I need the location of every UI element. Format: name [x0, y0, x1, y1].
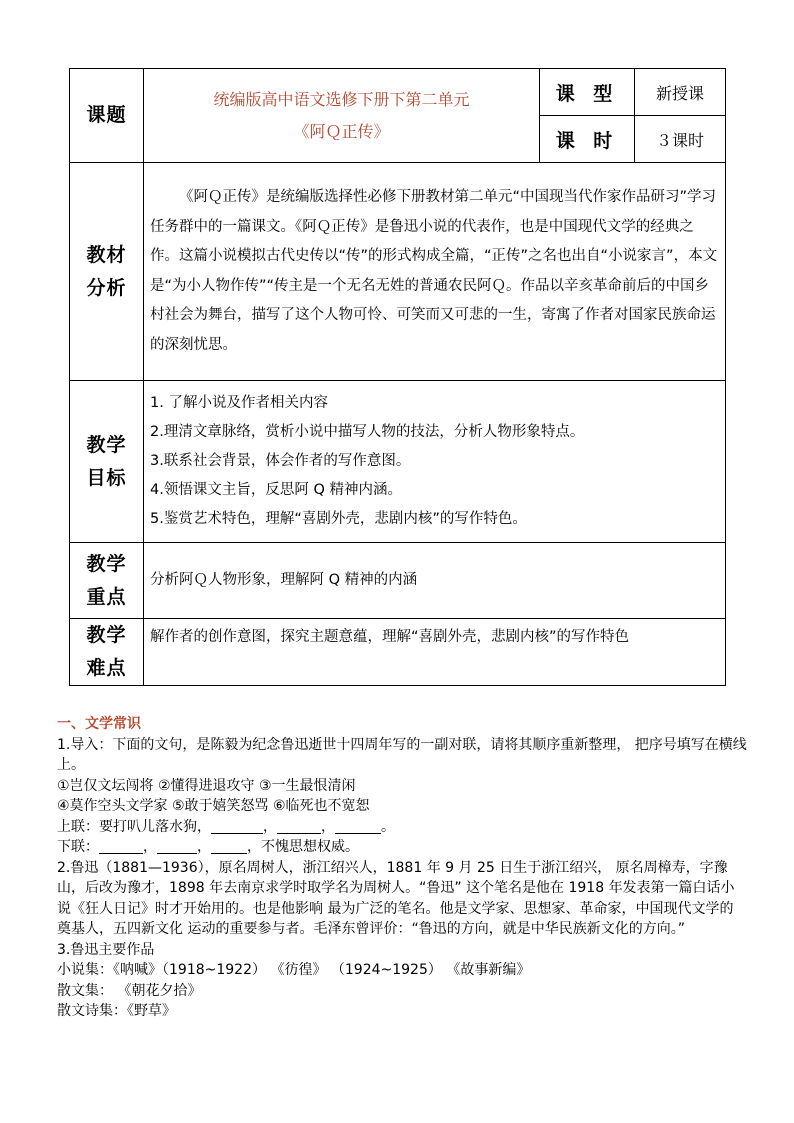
item1-options-a: ①岂仅文坛闯将 ②懂得进退攻守 ③一生最恨清闲	[57, 777, 356, 794]
lesson-hours-value: ３课时	[635, 116, 726, 163]
difficulty-text: 解作者的创作意图，探究主题意蕴，理解“喜剧外壳，悲剧内核”的写作特色	[144, 619, 726, 686]
goals-row	[70, 381, 726, 543]
analysis-label: 教材 分析	[70, 163, 144, 381]
key-points-text: 分析阿Ｑ人物形象，理解阿 Q 精神的内涵	[144, 543, 726, 619]
item1-options-b: ④莫作空头文学家 ⑤敢于嬉笑怒骂 ⑥临死也不宽恕	[57, 798, 370, 814]
goal-item: 4.领悟课文主旨，反思阿 Q 精神内涵。	[150, 482, 402, 498]
works-prose-poems: 散文诗集：《野草》	[57, 1003, 176, 1019]
topic-title	[144, 69, 540, 163]
difficulty-row	[70, 619, 726, 686]
item2-lu-xun-bio: 2.鲁迅（1881—1936），原名周树人，浙江绍兴人，1881 年 9 月 25 日生于浙江绍兴， 原名周樟寿，字豫山，后改为豫才，1898 年去南京求学时取学名为周树人。“鲁迅” 这个笔名是他在 1918 年发表第一篇白话小说《狂人日记》时才开始用的。也是他影响 最为广泛的笔名。他是文学家、思想家、革命家，中国现代文学的奠基人，五四新文化 运动的重要参与者。毛泽东曾评价：“鲁迅的方向，就是中华民族新文化的方向。”	[57, 859, 735, 937]
answer-blank[interactable]	[157, 838, 197, 854]
topic-label: 课题	[70, 69, 144, 163]
goal-item: 1. 了解小说及作者相关内容	[150, 395, 328, 411]
goal-item: 2.理清文章脉络，赏析小说中描写人物的技法，分析人物形象特点。	[150, 424, 585, 440]
goals-label: 教学 目标	[70, 381, 144, 543]
answer-blank[interactable]	[277, 818, 321, 834]
key-points-row	[70, 543, 726, 619]
goal-item: 5.鉴赏艺术特色，理解“喜剧外壳，悲剧内核”的写作特色。	[150, 511, 527, 527]
item1-intro: 1.导入：下面的文句，是陈毅为纪念鲁迅逝世十四周年写的一副对联，请将其顺序重新整理， 把序号填写在横线上。	[57, 736, 747, 773]
analysis-row	[70, 163, 726, 381]
analysis-cell	[144, 163, 726, 381]
topic-row-1	[70, 69, 726, 116]
answer-blank[interactable]	[211, 838, 247, 854]
analysis-text: 《阿Ｑ正传》是统编版选择性必修下册教材第二单元“中国现当代作家作品研习”学习任务群中的一篇课文。《阿Ｑ正传》是鲁迅小说的代表作，也是中国现代文学的经典之作。这篇小说模拟古代史传以“传”的形式构成全篇，“正传”之名也出自“小说家言”，本文是“为小人物作传”“传主是一个无名无姓的普通农民阿Ｑ。作品以辛亥革命前后的中国乡村社会为舞台，描写了这个人物可怜、可笑而又可悲的一生，寄寓了作者对国家民族命运的深刻忧思。	[150, 189, 718, 353]
lesson-type-value: 新授课	[635, 69, 726, 116]
item3-title: 3.鲁迅主要作品	[57, 941, 155, 958]
lesson-plan-table	[69, 68, 726, 686]
topic-title-line1: 统编版高中语文选修下册下第二单元	[213, 89, 470, 109]
couplet-upper: 上联：要打叭儿落水狗， ， ， 。	[57, 818, 395, 835]
works-novels: 小说集：《呐喊》（1918~1922） 《彷徨》 （1924~1925） 《故事新编》	[57, 962, 531, 978]
lesson-type-label: 课 型	[540, 69, 635, 116]
lesson-hours-label: 课 时	[540, 116, 635, 163]
couplet-lower: 下联： ， ， ，不愧思想权威。	[57, 839, 359, 855]
section-title: 一、文学常识	[57, 716, 141, 732]
answer-blank[interactable]	[335, 818, 381, 834]
goal-item: 3.联系社会背景，体会作者的写作意图。	[150, 453, 411, 469]
answer-blank[interactable]	[99, 838, 143, 854]
works-essays: 散文集： 《朝花夕拾》	[57, 982, 202, 999]
answer-blank[interactable]	[211, 818, 263, 834]
goals-cell	[144, 381, 726, 543]
topic-title-line2: 《阿Ｑ正传》	[293, 121, 390, 141]
literary-notes	[57, 714, 747, 1022]
difficulty-label: 教学 难点	[70, 619, 144, 686]
key-points-label: 教学 重点	[70, 543, 144, 619]
